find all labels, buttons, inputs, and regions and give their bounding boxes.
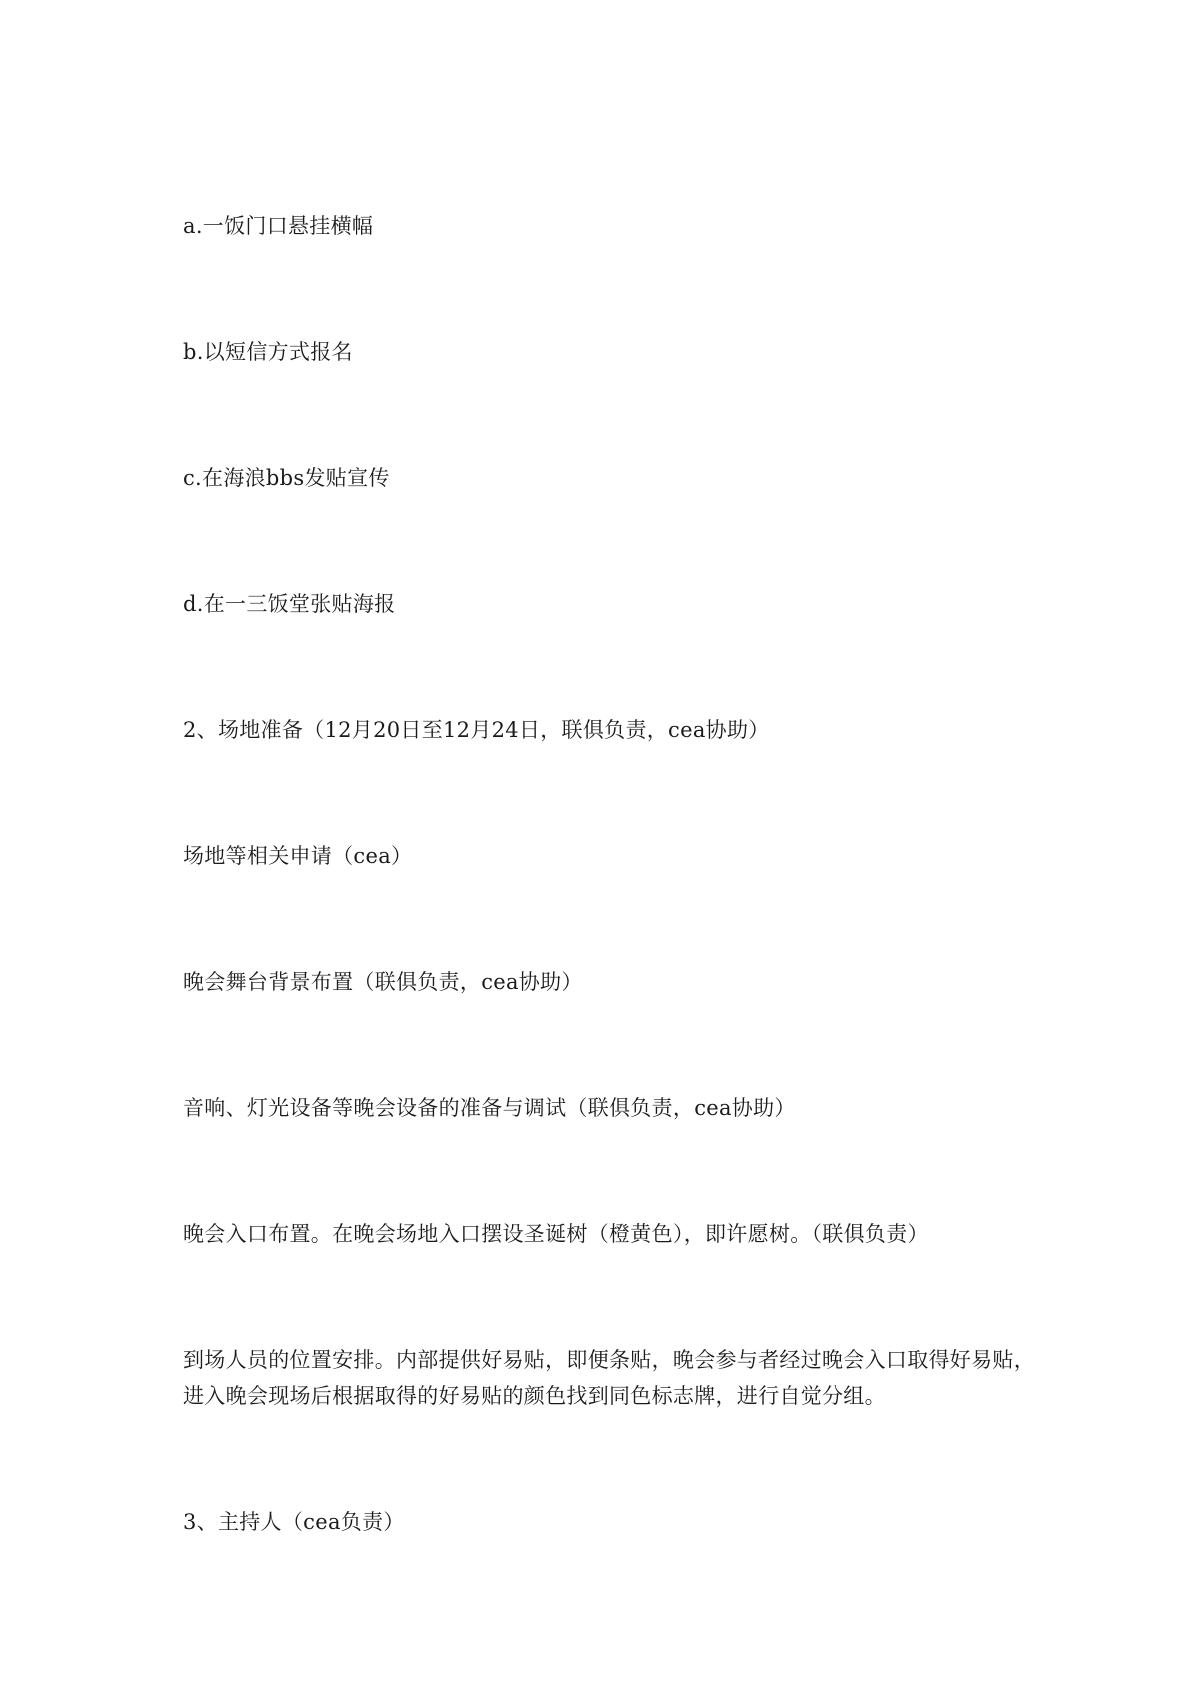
section-2-venue-heading: 2、场地准备（12月20日至12月24日，联俱负责，cea协助） — [183, 718, 770, 742]
paragraph-stage-backdrop: 晚会舞台背景布置（联俱负责，cea协助） — [183, 970, 583, 994]
paragraph-b-sms-signup: b.以短信方式报名 — [183, 340, 353, 364]
paragraph-d-posters: d.在一三饭堂张贴海报 — [183, 592, 396, 616]
paragraph-c-bbs-post: c.在海浪bbs发贴宣传 — [183, 466, 390, 490]
paragraph-seating-arrangement: 到场人员的位置安排。内部提供好易贴，即便条贴，晚会参与者经过晚会入口取得好易贴，进入晚会现场后根据取得的好易贴的颜色找到同色标志牌，进行自觉分组。 — [183, 1348, 1035, 1408]
paragraph-audio-lighting: 音响、灯光设备等晚会设备的准备与调试（联俱负责，cea协助） — [183, 1096, 796, 1120]
paragraph-venue-application: 场地等相关申请（cea） — [183, 844, 413, 868]
paragraph-a-banner: a.一饭门口悬挂横幅 — [183, 214, 374, 238]
section-3-host-heading: 3、主持人（cea负责） — [183, 1510, 405, 1534]
paragraph-entrance-layout: 晚会入口布置。在晚会场地入口摆设圣诞树（橙黄色），即许愿树。（联俱负责） — [183, 1222, 929, 1246]
